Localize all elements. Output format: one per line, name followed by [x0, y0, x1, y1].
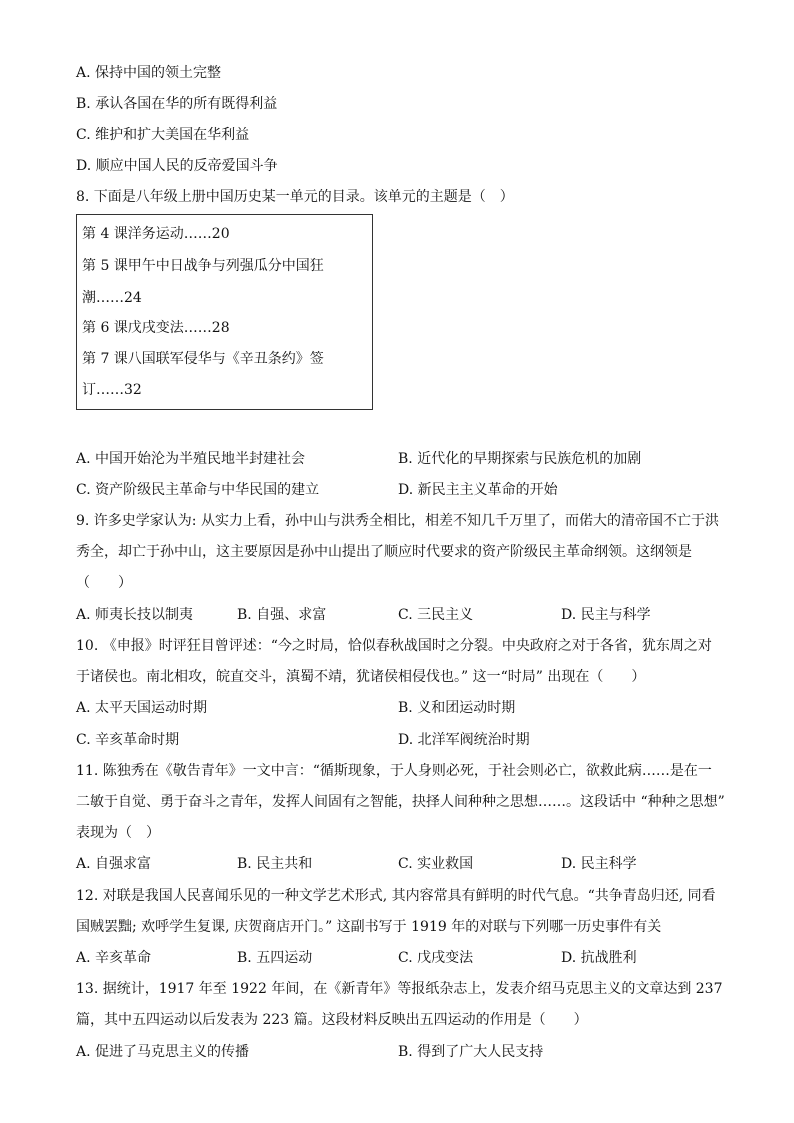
- q12-stem-line: 国贼罢黜; 欢呼学生复课, 庆贺商店开门。” 这副书写于 1919 年的对联与下列哪一历史事件有关: [76, 919, 662, 935]
- q11-stem-line: 表现为（ ）: [76, 825, 160, 841]
- q12-stem-line: 12. 对联是我国人民喜闻乐见的一种文学艺术形式, 其内容常具有鲜明的时代气息。“共争青岛归还, 同看: [76, 888, 716, 904]
- q10-option-b: B. 义和团运动时期: [398, 700, 516, 716]
- q11-stem-line: 11. 陈独秀在《敬告青年》一文中言：“循斯现象，于人身则必死，于社会则必亡，欲救此病……是在一: [76, 763, 712, 779]
- q8-toc-line: 订……32: [82, 382, 142, 398]
- q7-option-d: D. 顺应中国人民的反帝爱国斗争: [76, 158, 278, 174]
- q8-toc-line: 潮……24: [82, 290, 142, 306]
- q9-option-d: D. 民主与科学: [561, 607, 651, 623]
- q10-option-a: A. 太平天国运动时期: [76, 700, 208, 716]
- q13-option-a: A. 促进了马克思主义的传播: [76, 1044, 250, 1060]
- q12-option-b: B. 五四运动: [237, 950, 313, 966]
- q9-option-b: B. 自强、求富: [237, 607, 327, 623]
- q13-option-b: B. 得到了广大人民支持: [398, 1044, 544, 1060]
- q12-option-a: A. 辛亥革命: [76, 950, 152, 966]
- q8-toc-line: 第 4 课洋务运动……20: [82, 226, 230, 242]
- q9-stem-line: 秀全，却亡于孙中山，这主要原因是孙中山提出了顺应时代要求的资产阶级民主革命纲领。这纲领是: [76, 544, 692, 560]
- q9-stem-line: （ ）: [76, 575, 132, 591]
- q10-option-c: C. 辛亥革命时期: [76, 732, 180, 748]
- q7-option-b: B. 承认各国在华的所有既得利益: [76, 96, 278, 112]
- q7-option-a: A. 保持中国的领土完整: [76, 65, 222, 81]
- q13-stem-line: 篇，其中五四运动以后发表为 223 篇。这段材料反映出五四运动的作用是（ ）: [76, 1012, 588, 1028]
- q12-option-c: C. 戊戌变法: [398, 950, 474, 966]
- q10-stem-line: 10. 《申报》时评狂目曾评述：“今之时局，恰似春秋战国时之分裂。中央政府之对于各省，犹东周之对: [76, 638, 712, 654]
- q8-toc-line: 第 7 课八国联军侵华与《辛丑条约》签: [82, 351, 324, 367]
- q10-option-d: D. 北洋军阀统治时期: [398, 732, 530, 748]
- q11-option-d: D. 民主科学: [561, 856, 637, 872]
- q8-stem: 8. 下面是八年级上册中国历史某一单元的目录。该单元的主题是（ ）: [76, 189, 514, 205]
- q9-option-c: C. 三民主义: [398, 607, 474, 623]
- q11-option-a: A. 自强求富: [76, 856, 152, 872]
- q9-option-a: A. 师夷长技以制夷: [76, 607, 194, 623]
- q8-toc-line: 第 6 课戊戌变法……28: [82, 320, 230, 336]
- q8-option-c: C. 资产阶级民主革命与中华民国的建立: [76, 482, 320, 498]
- q8-option-b: B. 近代化的早期探索与民族危机的加剧: [398, 451, 642, 467]
- q8-option-a: A. 中国开始沦为半殖民地半封建社会: [76, 451, 306, 467]
- q7-option-c: C. 维护和扩大美国在华利益: [76, 127, 250, 143]
- q11-option-b: B. 民主共和: [237, 856, 313, 872]
- q12-option-d: D. 抗战胜利: [561, 950, 637, 966]
- q11-option-c: C. 实业救国: [398, 856, 474, 872]
- q8-option-d: D. 新民主主义革命的开始: [398, 482, 558, 498]
- q11-stem-line: 二敏于自觉、勇于奋斗之青年，发挥人间固有之智能，抉择人间种种之思想……。这段话中 “种种之思想”: [76, 794, 725, 810]
- q13-stem-line: 13. 据统计，1917 年至 1922 年间，在《新青年》等报纸杂志上，发表介绍马克思主义的文章达到 237: [76, 981, 723, 997]
- q9-stem-line: 9. 许多史学家认为: 从实力上看，孙中山与洪秀全相比，相差不知几千万里了，而偌大的清帝国不亡于洪: [76, 513, 719, 529]
- q8-toc-line: 第 5 课甲午中日战争与列强瓜分中国狂: [82, 258, 324, 274]
- q10-stem-line: 于诸侯也。南北相攻，皖直交斗，滇蜀不靖，犹诸侯相侵伐也。” 这一“时局” 出现在（ ）: [76, 669, 646, 685]
